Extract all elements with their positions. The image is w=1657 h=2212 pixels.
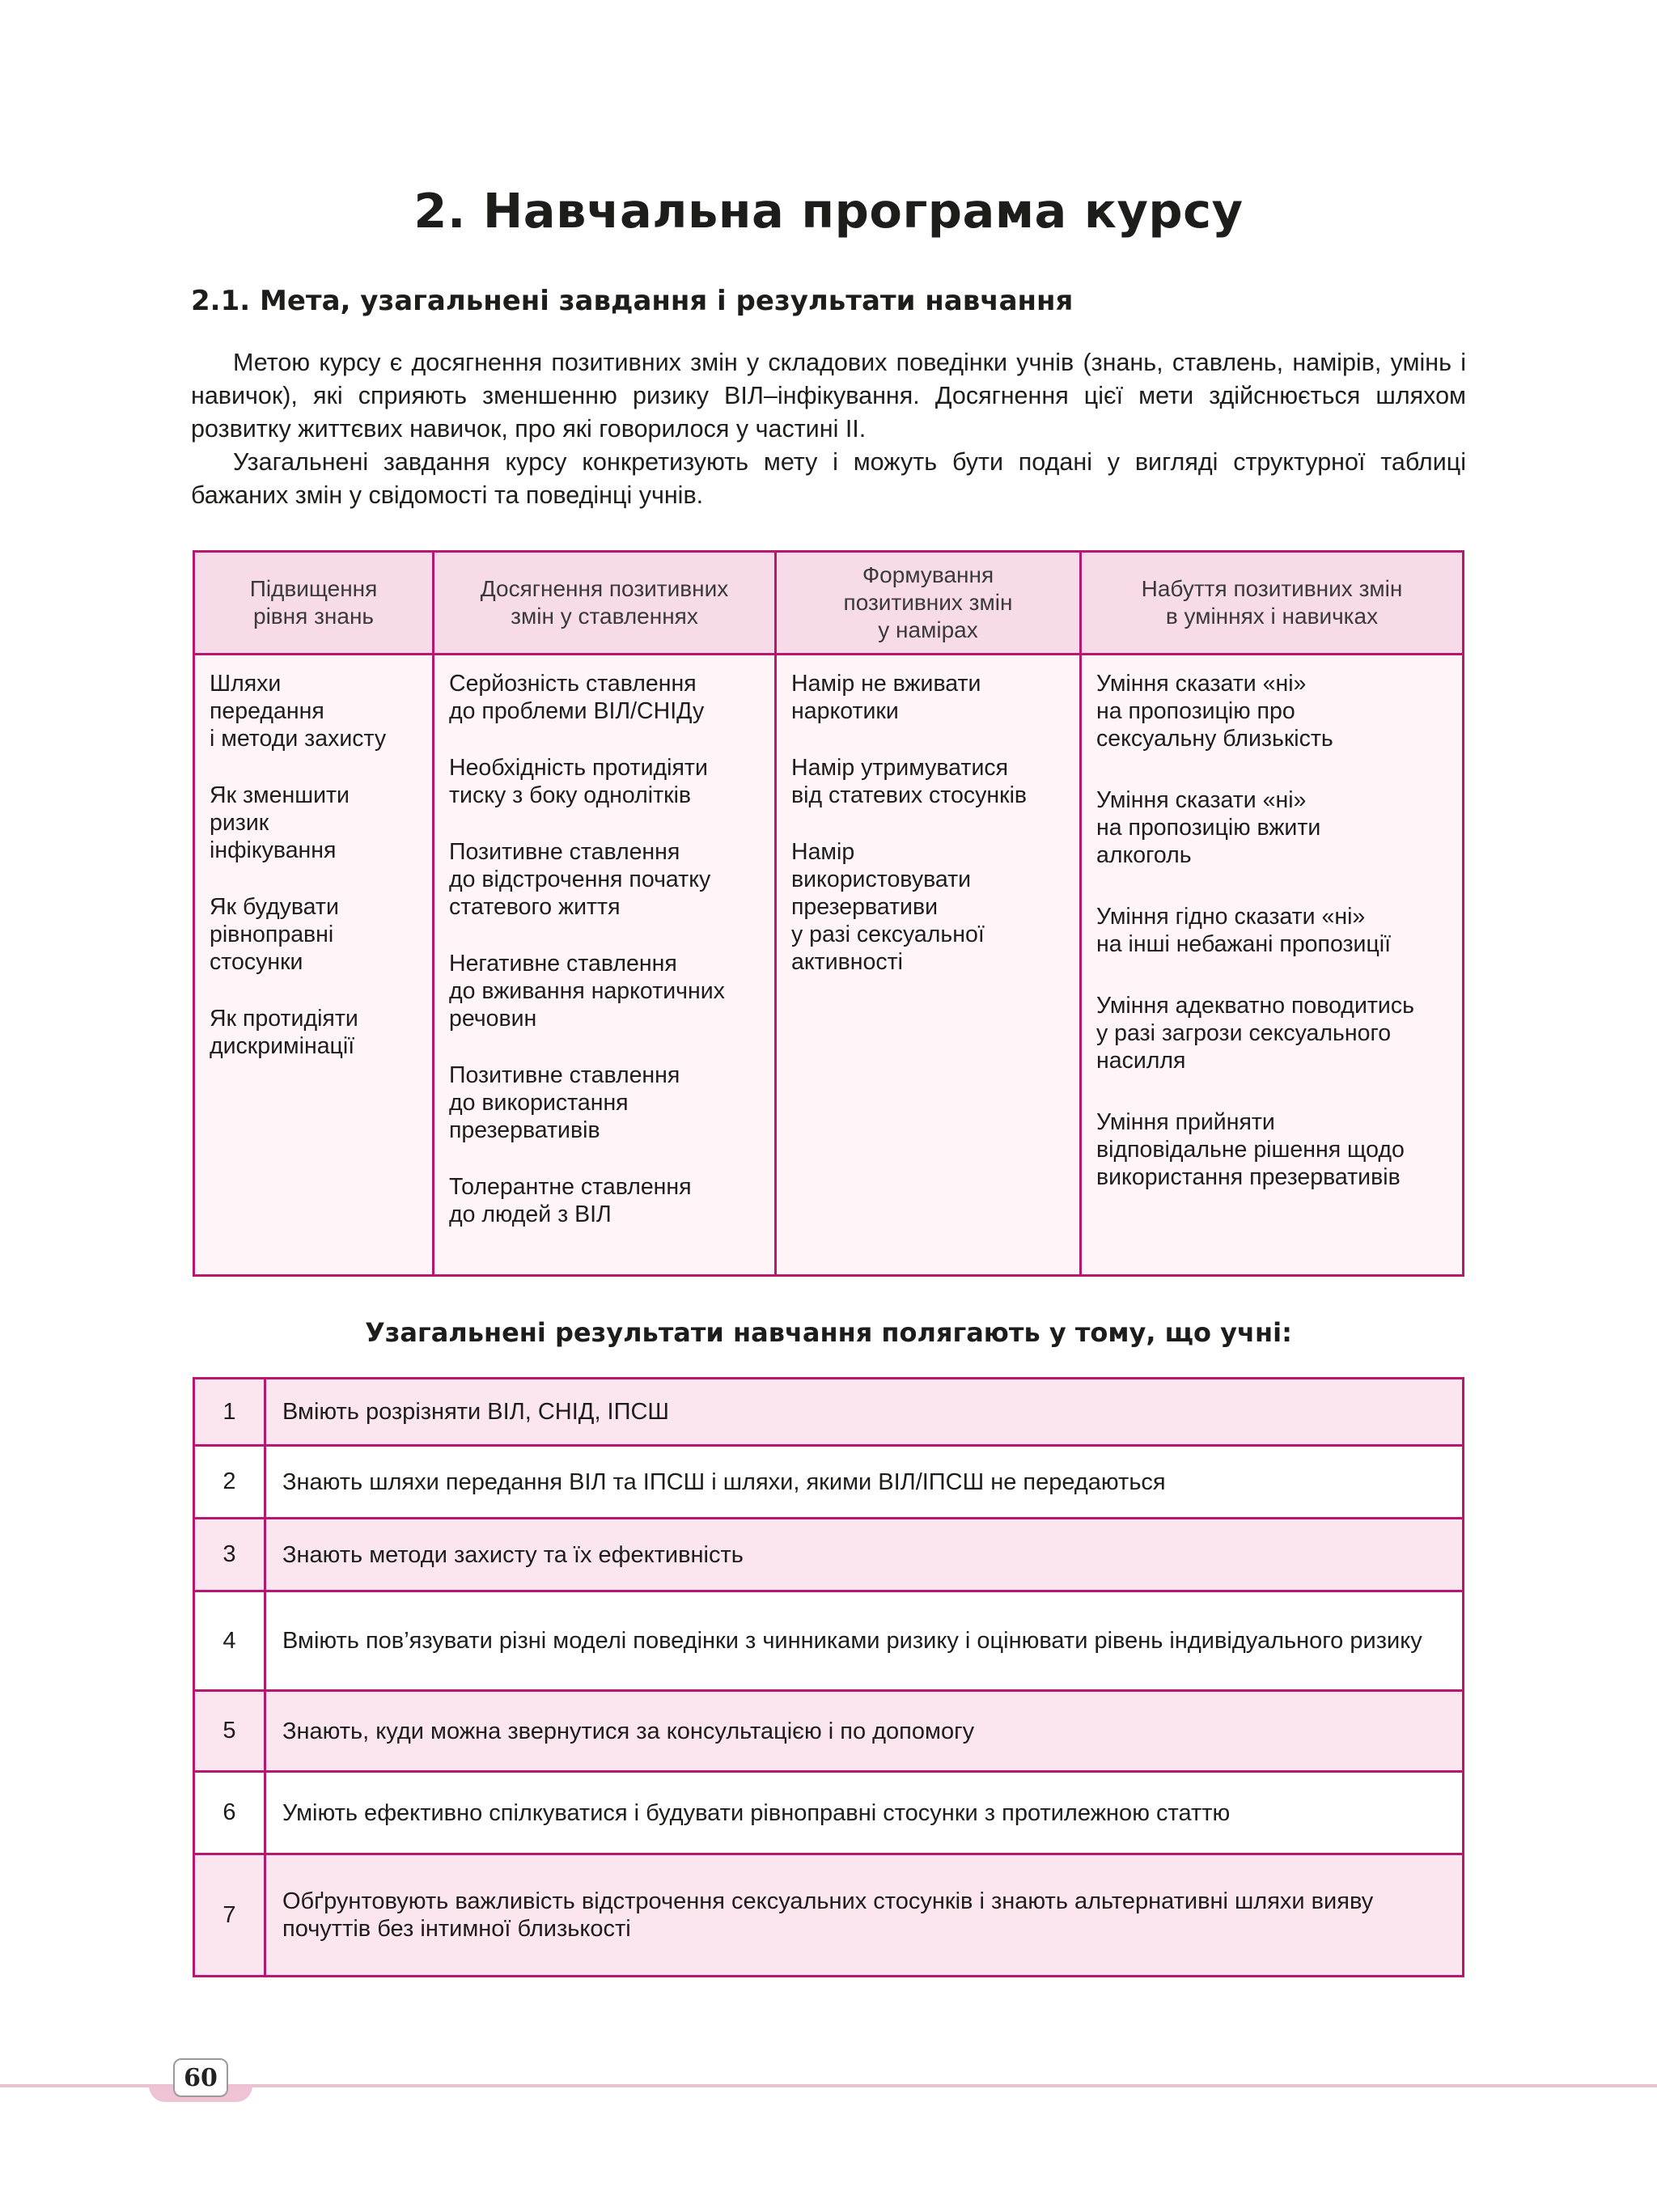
results-heading: Узагальнені результати навчання полягають у тому, що учні: — [365, 1317, 1292, 1348]
row-text: Обґрунтовують важливість відстрочення сексуальних стосунків і знають альтернативні шляхи вияву почуттів без інтимної близькості — [282, 1888, 1374, 1942]
table-item: Як будувати рівноправні стосунки — [210, 894, 339, 975]
column-header — [1082, 553, 1462, 655]
table-item: Негативне ставлення до вживання наркотичних речовин — [449, 951, 725, 1032]
table-item: Уміння сказати «ні» на пропозицію про сексуальну близькість — [1096, 671, 1333, 752]
row-text: Знають методи захисту та їх ефективність — [282, 1541, 744, 1568]
table-row — [195, 1379, 1462, 1447]
row-text: Знають шляхи передання ВІЛ та ІПСШ і шляхи, якими ВІЛ/ІПСШ не передаються — [282, 1468, 1166, 1495]
intro-text — [191, 346, 1466, 512]
table-row — [195, 1447, 1462, 1519]
row-number: 6 — [195, 1773, 266, 1853]
column-body — [1082, 655, 1462, 1225]
row-text: Знають, куди можна звернутися за консультацією і по допомогу — [282, 1718, 975, 1744]
row-number: 7 — [195, 1855, 266, 1975]
section-subtitle: 2.1. Мета, узагальнені завдання і результати навчання — [191, 285, 1074, 317]
table-item: Намір використовувати презервативи у разі сексуальної активності — [791, 839, 985, 975]
goals-column-skills — [1082, 553, 1462, 1274]
table-row — [195, 1592, 1462, 1692]
table-row — [195, 1855, 1462, 1975]
column-header-text: Формування позитивних змін у намірах — [843, 562, 1013, 642]
table-item: Шляхи передання і методи захисту — [210, 671, 387, 752]
row-number: 2 — [195, 1447, 266, 1517]
row-number: 3 — [195, 1519, 266, 1590]
goals-column-intentions — [777, 553, 1082, 1274]
table-item: Толерантне ставлення до людей з ВІЛ — [449, 1174, 692, 1227]
row-text: Вміють пов’язувати різні моделі поведінки з чинниками ризику і оцінювати рівень індивідуального ризику — [282, 1628, 1422, 1654]
column-header — [195, 553, 432, 655]
table-item: Позитивне ставлення до використання презервативів — [449, 1062, 680, 1143]
row-number: 1 — [195, 1379, 266, 1444]
table-row — [195, 1692, 1462, 1773]
table-item: Намір утримуватися від статевих стосунків — [791, 755, 1028, 808]
column-body — [195, 655, 432, 1089]
table-item: Уміння сказати «ні» на пропозицію вжити алкоголь — [1096, 787, 1321, 868]
table-item: Позитивне ставлення до відстрочення початку статевого життя — [449, 839, 711, 920]
table-item: Необхідність протидіяти тиску з боку однолітків — [449, 755, 708, 808]
intro-paragraph-2: Узагальнені завдання курсу конкретизують мету і можуть бути подані у вигляді структурної таблиці бажаних змін у свідомості та поведінці учнів. — [191, 448, 1466, 509]
goals-column-attitudes — [434, 553, 777, 1274]
page-number: 60 — [173, 2058, 228, 2097]
table-row — [195, 1773, 1462, 1855]
table-row — [195, 1519, 1462, 1592]
row-text: Уміють ефективно спілкуватися і будувати рівноправні стосунки з протилежною статтю — [282, 1799, 1231, 1826]
goals-table — [193, 550, 1464, 1277]
table-item: Серйозність ставлення до проблеми ВІЛ/СНІДу — [449, 671, 705, 724]
column-header — [434, 553, 774, 655]
row-number: 4 — [195, 1592, 266, 1689]
results-table — [193, 1377, 1464, 1977]
intro-paragraph-1: Метою курсу є досягнення позитивних змін у складових поведінки учнів (знань, ставлень, намірів, умінь і навичок), які сприяють зменшенню ризику ВІЛ–інфікування. Досягнення цієї мети здійснюється шляхом розвитку життєвих навичок, про які говорилося у частині ІІ. — [191, 349, 1466, 443]
goals-column-knowledge — [195, 553, 434, 1274]
table-item: Намір не вживати наркотики — [791, 671, 981, 724]
table-item: Як зменшити ризик інфікування — [210, 782, 350, 863]
column-header — [777, 553, 1079, 655]
column-header-text: Підвищення рівня знань — [249, 576, 378, 629]
table-item: Як протидіяти дискримінації — [210, 1006, 358, 1059]
row-text: Вміють розрізняти ВІЛ, СНІД, ІПСШ — [282, 1399, 669, 1425]
row-number: 5 — [195, 1692, 266, 1770]
column-header-text: Набуття позитивних змін в уміннях і навичках — [1141, 576, 1403, 629]
table-item: Уміння адекватно поводитись у разі загрози сексуального насилля — [1096, 993, 1414, 1074]
table-item: Уміння гідно сказати «ні» на інші небажані пропозиції — [1096, 904, 1392, 957]
page-title: 2. Навчальна програма курсу — [413, 183, 1244, 239]
table-item: Уміння прийняти відповідальне рішення щодо використання презервативів — [1096, 1109, 1405, 1190]
column-body — [777, 655, 1079, 1005]
column-body — [434, 655, 774, 1257]
column-header-text: Досягнення позитивних змін у ставленнях — [480, 576, 729, 629]
